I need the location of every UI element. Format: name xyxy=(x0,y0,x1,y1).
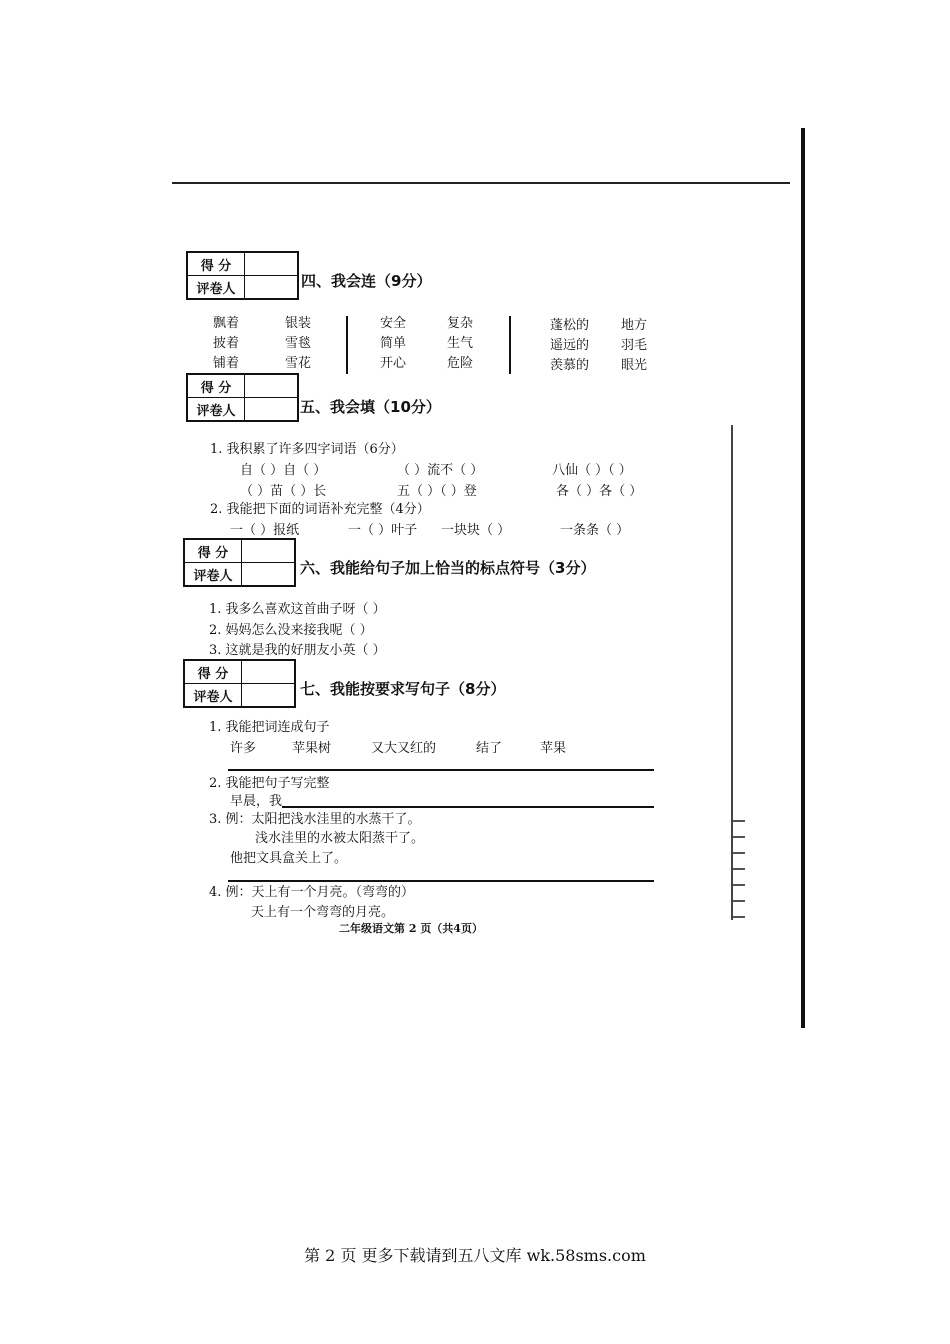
right-border xyxy=(801,128,805,1028)
word-chip: 苹果树 xyxy=(292,741,332,756)
fill-blank[interactable]: 一条条（ ） xyxy=(560,523,630,538)
grader-label: 评卷人 xyxy=(187,398,245,422)
fill-blank[interactable]: （ ）流不（ ） xyxy=(397,463,484,478)
column-divider xyxy=(346,316,348,374)
match-word[interactable]: 危险 xyxy=(447,356,474,371)
word-chip: 又大又红的 xyxy=(371,741,437,756)
match-word[interactable]: 羡慕的 xyxy=(550,358,590,373)
sentence-start: 早晨，我 xyxy=(230,794,283,809)
match-word[interactable]: 复杂 xyxy=(447,316,474,331)
grader-label: 评卷人 xyxy=(184,563,242,587)
match-col3 xyxy=(380,314,406,374)
fill-blank[interactable]: 自（ ）自（ ） xyxy=(240,463,327,478)
fill-blank[interactable]: 一块块（ ） xyxy=(441,523,511,538)
margin-ticks xyxy=(733,820,745,920)
score-box-sec6 xyxy=(183,538,296,587)
match-col4 xyxy=(447,314,473,374)
document-footer: 第 2 页 更多下载请到五八文库 wk.58sms.com xyxy=(304,1246,646,1265)
match-word[interactable]: 披着 xyxy=(213,336,240,351)
fill-blank[interactable]: 八仙（ ）（ ） xyxy=(552,463,632,478)
fill-blank[interactable]: 一（ ）叶子 xyxy=(348,523,418,538)
score-box-sec7 xyxy=(183,659,296,708)
sec5-q1: 1. 我积累了许多四字词语（6分） xyxy=(210,442,404,457)
match-word[interactable]: 安全 xyxy=(380,316,407,331)
column-divider xyxy=(509,316,511,374)
match-word[interactable]: 飘着 xyxy=(213,316,240,331)
punctuation-item[interactable]: 1. 我多么喜欢这首曲子呀（ ） xyxy=(209,602,386,617)
match-word[interactable]: 简单 xyxy=(380,336,407,351)
punctuation-item[interactable]: 3. 这就是我的好朋友小英（ ） xyxy=(209,643,386,658)
match-word[interactable]: 雪花 xyxy=(285,356,312,371)
sec7-q1: 1. 我能把词连成句子 xyxy=(209,720,330,735)
score-box-sec4 xyxy=(186,251,299,300)
example-answer: 天上有一个弯弯的月亮。 xyxy=(251,905,395,920)
score-field[interactable] xyxy=(242,539,296,563)
sec5-q2: 2. 我能把下面的词语补充完整（4分） xyxy=(210,502,430,517)
score-field[interactable] xyxy=(245,252,299,276)
match-word[interactable]: 眼光 xyxy=(621,358,648,373)
section6-title: 六、我能给句子加上恰当的标点符号（3分） xyxy=(300,559,596,577)
word-chip: 苹果 xyxy=(540,741,567,756)
match-word[interactable]: 羽毛 xyxy=(621,338,648,353)
sec7-q3: 3. 例：太阳把浅水洼里的水蒸干了。 xyxy=(209,812,421,827)
score-field[interactable] xyxy=(245,374,299,398)
score-label: 得 分 xyxy=(184,539,242,563)
match-word[interactable]: 雪毯 xyxy=(285,336,312,351)
example-answer: 浅水洼里的水被太阳蒸干了。 xyxy=(255,831,425,846)
score-label: 得 分 xyxy=(187,374,245,398)
grader-field[interactable] xyxy=(245,398,299,422)
match-word[interactable]: 地方 xyxy=(621,318,648,333)
score-label: 得 分 xyxy=(184,660,242,684)
word-chip: 结了 xyxy=(476,741,503,756)
section7-title: 七、我能按要求写句子（8分） xyxy=(300,680,506,698)
score-field[interactable] xyxy=(242,660,296,684)
grader-label: 评卷人 xyxy=(187,276,245,300)
match-word[interactable]: 银装 xyxy=(285,316,312,331)
task-sentence: 他把文具盒关上了。 xyxy=(230,851,348,866)
fill-blank[interactable]: 五（ ）（ ）登 xyxy=(397,484,477,499)
grader-label: 评卷人 xyxy=(184,684,242,708)
answer-line[interactable] xyxy=(228,769,654,771)
score-box-sec5 xyxy=(186,373,299,422)
match-col6 xyxy=(621,316,647,376)
section5-title: 五、我会填（10分） xyxy=(300,398,441,416)
grader-field[interactable] xyxy=(242,684,296,708)
match-word[interactable]: 开心 xyxy=(380,356,407,371)
fill-blank[interactable]: 一（ ）报纸 xyxy=(230,523,300,538)
sec7-q4: 4. 例：天上有一个月亮。（弯弯的） xyxy=(209,885,415,900)
grader-field[interactable] xyxy=(245,276,299,300)
fill-blank[interactable]: （ ）苗（ ）长 xyxy=(240,484,327,499)
match-col1 xyxy=(213,314,239,374)
word-chip: 许多 xyxy=(230,741,257,756)
match-col5 xyxy=(550,316,589,376)
score-label: 得 分 xyxy=(187,252,245,276)
match-word[interactable]: 遥远的 xyxy=(550,338,590,353)
section4-title: 四、我会连（9分） xyxy=(301,272,432,290)
top-rule xyxy=(172,182,790,184)
match-word[interactable]: 铺着 xyxy=(213,356,240,371)
fill-blank[interactable]: 各（ ）各（ ） xyxy=(556,484,643,499)
sec7-q2: 2. 我能把句子写完整 xyxy=(209,776,330,791)
match-word[interactable]: 生气 xyxy=(447,336,474,351)
grader-field[interactable] xyxy=(242,563,296,587)
page-number: 二年级语文第 2 页（共4页） xyxy=(339,922,483,935)
match-col2 xyxy=(285,314,311,374)
punctuation-item[interactable]: 2. 妈妈怎么没来接我呢（ ） xyxy=(209,623,373,638)
match-word[interactable]: 蓬松的 xyxy=(550,318,590,333)
